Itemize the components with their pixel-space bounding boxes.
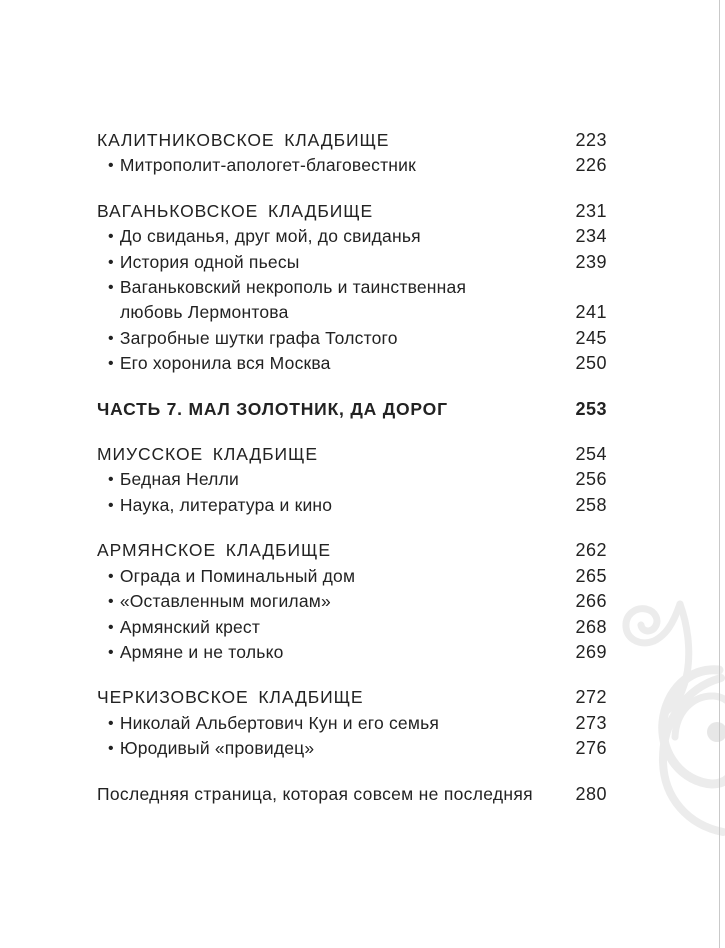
bullet-icon: • [108, 618, 114, 636]
bullet-icon: • [108, 471, 114, 489]
toc-entry [97, 493, 607, 518]
entry-page-number: 266 [575, 591, 607, 612]
toc-group [97, 128, 607, 179]
toc-group [97, 442, 607, 518]
bullet-icon: • [108, 279, 114, 297]
toc-group [97, 538, 607, 665]
entry-page-number: 250 [575, 353, 607, 374]
entry-title: МИУССКОЕ КЛАДБИЩЕ [97, 444, 318, 465]
entry-title: Загробные шутки графа Толстого [119, 327, 398, 348]
toc-entry [97, 153, 607, 178]
bullet-icon: • [108, 567, 114, 585]
toc-entry [97, 224, 607, 249]
entry-title: ВАГАНЬКОВСКОЕ КЛАДБИЩЕ [97, 200, 374, 221]
entry-title: История одной пьесы [119, 251, 300, 272]
bullet-icon: • [108, 643, 114, 661]
entry-page-number: 253 [575, 398, 607, 419]
entry-title: ЧЕРКИЗОВСКОЕ КЛАДБИЩЕ [97, 687, 364, 708]
entry-page-number: 273 [575, 712, 607, 733]
toc-group [97, 782, 607, 807]
bullet-icon: • [108, 714, 114, 732]
entry-title: «Оставленным могилам» [119, 591, 331, 612]
toc-entry-heading [97, 538, 607, 563]
toc-entry [97, 275, 607, 300]
toc-entry [97, 711, 607, 736]
entry-title: КАЛИТНИКОВСКОЕ КЛАДБИЩЕ [97, 130, 390, 150]
toc-entry-heading [97, 199, 607, 224]
entry-title: Армянский крест [119, 616, 261, 637]
flourish-ornament [613, 572, 725, 867]
entry-title: Наука, литература и кино [119, 494, 333, 515]
entry-page-number: 226 [575, 155, 607, 176]
entry-title: Армяне и не только [119, 641, 284, 662]
entry-title: Его хоронила вся Москва [119, 353, 331, 374]
bullet-icon: • [108, 593, 114, 611]
entry-page-number: 241 [575, 302, 607, 323]
entry-page-number: 265 [575, 565, 607, 586]
entry-page-number: 234 [575, 226, 607, 247]
entry-title: Митрополит-апологет-благовестник [119, 155, 416, 176]
entry-page-number: 272 [575, 687, 607, 708]
bullet-icon: • [108, 157, 114, 175]
bullet-icon: • [108, 228, 114, 246]
toc-entry [97, 351, 607, 376]
toc-entry-heading [97, 397, 607, 422]
toc-entry [97, 250, 607, 275]
entry-page-number: 262 [575, 540, 607, 561]
entry-page-number: 280 [575, 783, 607, 804]
toc-entry [97, 326, 607, 351]
toc-group [97, 397, 607, 422]
entry-title: Последняя страница, которая совсем не последняя [97, 783, 533, 804]
entry-title: ЧАСТЬ 7. МАЛ ЗОЛОТНИК, ДА ДОРОГ [97, 398, 448, 419]
entry-title: Бедная Нелли [119, 469, 239, 490]
toc-entry [97, 589, 607, 614]
entry-title: До свиданья, друг мой, до свиданья [119, 226, 421, 247]
toc-entry [97, 564, 607, 589]
toc-entry [97, 467, 607, 492]
entry-title: любовь Лермонтова [120, 302, 289, 323]
entry-page-number: 254 [575, 444, 607, 465]
entry-page-number: 269 [575, 641, 607, 662]
bullet-icon: • [108, 740, 114, 758]
toc-entry-heading [97, 442, 607, 467]
toc-group [97, 685, 607, 761]
entry-page-number: 245 [575, 327, 607, 348]
toc-entry-heading [97, 685, 607, 710]
toc-entry-heading [97, 128, 607, 153]
entry-page-number: 231 [575, 200, 607, 221]
bullet-icon: • [108, 496, 114, 514]
page-edge-line [719, 0, 720, 948]
toc-entry-continuation [97, 300, 607, 325]
bullet-icon: • [108, 329, 114, 347]
entry-title: АРМЯНСКОЕ КЛАДБИЩЕ [97, 540, 331, 561]
entry-title: Ваганьковский некрополь и таинственная [119, 277, 467, 298]
entry-title: Ограда и Поминальный дом [119, 565, 356, 586]
toc-entry [97, 640, 607, 665]
entry-page-number: 223 [575, 130, 607, 150]
toc-group [97, 199, 607, 377]
entry-page-number: 268 [575, 616, 607, 637]
entry-page-number: 276 [575, 738, 607, 759]
toc-entry-heading [97, 782, 607, 807]
entry-page-number: 256 [575, 469, 607, 490]
entry-title: Николай Альбертович Кун и его семья [119, 712, 440, 733]
bullet-icon: • [108, 355, 114, 373]
toc-entry [97, 615, 607, 640]
entry-page-number: 258 [575, 494, 607, 515]
toc-entry [97, 736, 607, 761]
bullet-icon: • [108, 253, 114, 271]
entry-title: Юродивый «провидец» [119, 738, 315, 759]
table-of-contents [97, 128, 607, 827]
entry-page-number: 239 [575, 251, 607, 272]
